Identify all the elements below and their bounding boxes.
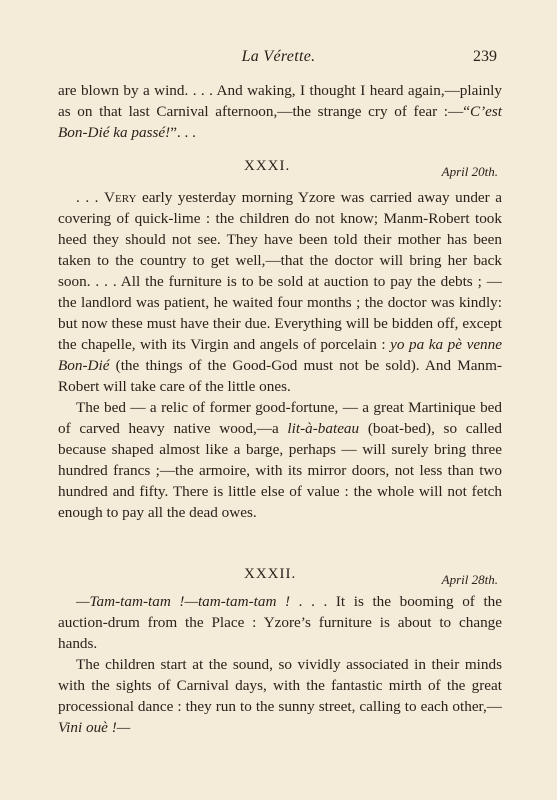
section-heading-31 [58, 158, 502, 186]
creole-phrase: yo pa ka pè venne Bon-Dié [58, 336, 502, 374]
paragraph [58, 591, 502, 654]
italic-term: lit-à-bateau [287, 420, 360, 437]
ellipsis: . . . [76, 189, 105, 206]
running-title: La Vérette. [241, 48, 316, 65]
creole-phrase: Vini ouè !— [58, 719, 131, 736]
paragraph-text: The children start at the sound, so vividly associated in their minds with the sights of Carnival days, with the fantastic mirth of the great processional dance : they run to the sunny street, calling to each other,— [58, 656, 502, 715]
paragraph-text: The bed — a relic of former good-fortune, — a great Martinique bed of carved heavy native wood,—a [58, 399, 502, 437]
intro-text: are blown by a wind. . . . And waking, I thought I heard again,—plainly as on that last Carnival afternoon,—the strange cry of fear :—“ [58, 82, 502, 120]
page-number: 239 [473, 48, 497, 65]
section-number: XXXII. [244, 566, 297, 582]
drum-sound: —Tam-tam-tam !—tam-tam-tam ! [76, 593, 291, 610]
page-header [60, 40, 497, 70]
section-date: April 20th. [441, 164, 498, 179]
paragraph [58, 187, 502, 397]
small-caps-word: Very [104, 189, 137, 206]
intro-paragraph [58, 80, 502, 143]
section-heading-32 [58, 566, 502, 594]
section-32-body [58, 591, 502, 738]
paragraph-text: early yesterday morning Yzore was carried away under a covering of quick-lime : the children do not know; Manm-Robert took heed they should not see. They have been told their mother has been taken to the country to get well,—that the doctor will bring her back soon. . . . All the furniture is to be sold at auction to pay the debts ; — the landlord was patient, he waited four months ; the doctor was kindly: but now these must have their due. Everything will be bidden off, except the chapelle, with its Virgin and angels of porcelain : [58, 189, 502, 353]
paragraph-text: . . . It is the booming of the auction-drum from the Place : Yzore’s furniture is about to change hands. [58, 593, 503, 652]
paragraph [58, 397, 502, 523]
paragraph [58, 654, 502, 738]
paragraph-text: (the things of the Good-God must not be sold). And Manm-Robert will take care of the little ones. [58, 357, 502, 395]
section-number: XXXI. [244, 158, 291, 174]
section-date: April 28th. [441, 572, 498, 587]
section-31-body [58, 187, 502, 523]
paragraph-text: (boat-bed), so called because shaped almost like a barge, perhaps — will surely bring three hundred francs ;—the armoire, with its mirror doors, not less than two hundred and fifty. There is little else of value : the whole will not fetch enough to pay all the dead owes. [58, 420, 502, 521]
intro-quote: C’est Bon-Dié ka passé! [58, 103, 502, 141]
intro-quote-end: ”. . . [170, 124, 196, 141]
